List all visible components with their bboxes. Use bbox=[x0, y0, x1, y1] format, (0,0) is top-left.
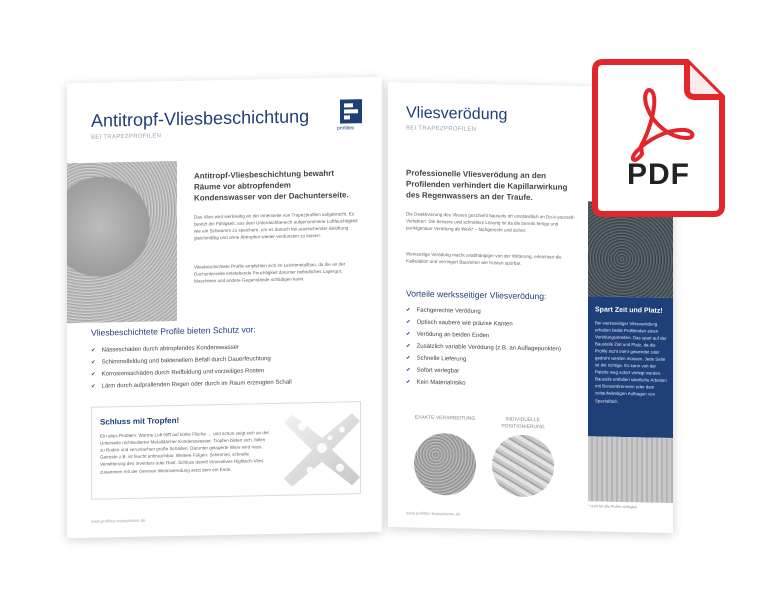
brochure-page-left bbox=[67, 77, 382, 539]
advantages-list bbox=[406, 304, 561, 391]
sidebar-photo-bottom bbox=[588, 436, 673, 503]
list-item: ✔ Zusätzlich variable Verödung (z.B. an Auflagepunkten) bbox=[406, 340, 561, 355]
profiltec-logo bbox=[340, 99, 362, 123]
logo-text: profiltec bbox=[337, 125, 355, 132]
list-item: ✔ Lärm durch aufprallenden Regen oder durch im Raum erzeugten Schall bbox=[91, 377, 292, 393]
box-title: Schluss mit Tropfen! bbox=[100, 415, 180, 427]
list-item: ✔ Fachgerechte Verödung bbox=[406, 304, 561, 319]
lead-text: Professionelle Vliesverödung an den Profilenden verhindert die Kapillarwirkung des Regenwassers an der Traufe. bbox=[406, 168, 568, 202]
circle-label-individual: INDIVIDUELLE POSITIONIERUNG bbox=[501, 416, 545, 430]
pdf-label: PDF bbox=[627, 158, 690, 191]
list-item: ✔ Schnelle Lieferung bbox=[406, 352, 561, 367]
lead-text: Antitropf-Vliesbeschichtung bewahrt Räume vor abtropfendem Kondenswasser von der Dachunterseite. bbox=[194, 168, 349, 203]
page-footer: www.profiltec-bausysteme.de bbox=[91, 517, 146, 524]
section-heading: Vliesbeschichtete Profile bieten Schutz vor: bbox=[91, 324, 256, 338]
body-paragraph-1: Das Vlies wird werkseitig an der Innenseite von Trapezprofilen aufgebracht. Es besitzt die Fähigkeit, aus dem Unterdachbereich aufgenommene Luftfeuchtigkeit wie ein Schwamm zu speichern, um es danach bei ausreichender Belüftung gleichmäßig und ohne Abtropfen wieder verdunsten zu lassen. bbox=[194, 211, 358, 241]
page-subtitle: BEI TRAPEZPROFILEN bbox=[406, 125, 477, 133]
vlies-photo bbox=[67, 161, 177, 323]
circle-photo-individual bbox=[492, 434, 554, 497]
sidebar-text: Bei werksseitiger Vliesverödung erhalten beide Profilenden einen Verödungsstreifen. Das spart auf der Baustelle Zeit und Platz, da die Profile nicht mehr gewendet oder gedreht werden müssen. Jede Seite ist die richtige. Es kann von der Palette weg sofort verlegt werden. Bauseits entfallen sämtliche Arbeiten mit Bunsenbrennern oder dem zeitaufwändigen Auftragen von Spezialfack. bbox=[595, 320, 667, 404]
list-item: ✔ Optisch saubere wie präzise Kanten bbox=[406, 316, 561, 331]
list-item: ✔ Korrosionsschäden durch Reifbildung und vorzeitiges Rosten bbox=[91, 365, 292, 381]
body-paragraph-2: Werkseitige Verödung macht unabhängiger von der Witterung, erleichtert die Kalkulation und verringert Bauzeiten wie Kosten spürbar. bbox=[406, 251, 562, 266]
list-item: ✔ Schimmelbildung und bakteriellem Befall durch Dauerfeuchtung bbox=[91, 353, 292, 369]
section-heading: Vorteile werksseitiger Vliesverödung: bbox=[406, 288, 547, 302]
list-item: ✔ Verödung an beiden Enden bbox=[406, 328, 561, 343]
body-paragraph-1: Die Deaktivierung des Vlieses geschieht bauseits oft umständlich im Do-it-yourself-Verfahren. Die bessere und schnellere Lösung ist da die bereits fertige und punktgenaue Verödung ab Werk* – fachgerecht und sicher. bbox=[406, 211, 575, 234]
page-subtitle: BEI TRAPEZPROFILEN bbox=[91, 133, 162, 141]
list-item: ✔ Sofort verlegbar bbox=[406, 364, 561, 379]
footnote: * nicht für alle Profile verfügbar bbox=[588, 504, 638, 510]
list-item: ✔ Kein Materialrisiko bbox=[406, 376, 561, 391]
info-box bbox=[91, 401, 361, 500]
list-item: ✔ Nässeschäden durch abtropfendes Kondenswasser bbox=[91, 341, 292, 357]
pdf-file-icon bbox=[591, 58, 726, 218]
box-text: Ein altes Problem: Warme Luft trifft auf kühle Fläche … und schon zeigt sich an der Unterseite nichtisolierter Metalldächer Kondenswasser. Tropfen bilden sich, fallen zu Boden und verursachen große Schäden. Darunter gelagerte Ware wird nass, Getreide z.B. ist feucht unbrauchbar. Weitere Folgen: Schimmel, schnelle Verwitterung des Inventars oder Rost. Schluss damit! Innovatives Hightech-Vlies zusammen mit der cleveren Werksveredung setzt dem ein Ende. bbox=[100, 430, 270, 475]
circle-label-exact: EXAKTE VERARBEITUNG bbox=[414, 414, 476, 422]
body-paragraph-2: Vliesbeschichtete Profile empfehlen sich im Leichtmetallbau, da die an der Dachunterseite entstehende Feuchtigkeit darunter befindliches Lagergut, Maschinen und andere Gegenstände schädigen kann. bbox=[194, 261, 346, 284]
water-drops-illustration bbox=[282, 407, 362, 493]
page-title: Vliesverödung bbox=[406, 104, 508, 124]
sidebar-title: Spart Zeit und Platz! bbox=[595, 306, 663, 315]
circle-photo-exact bbox=[414, 433, 476, 496]
page-title: Antitropf-Vliesbeschichtung bbox=[91, 106, 310, 131]
page-footer: www.profiltec-bausysteme.de bbox=[406, 510, 461, 517]
sidebar-box bbox=[588, 296, 673, 438]
protection-list bbox=[91, 341, 292, 393]
